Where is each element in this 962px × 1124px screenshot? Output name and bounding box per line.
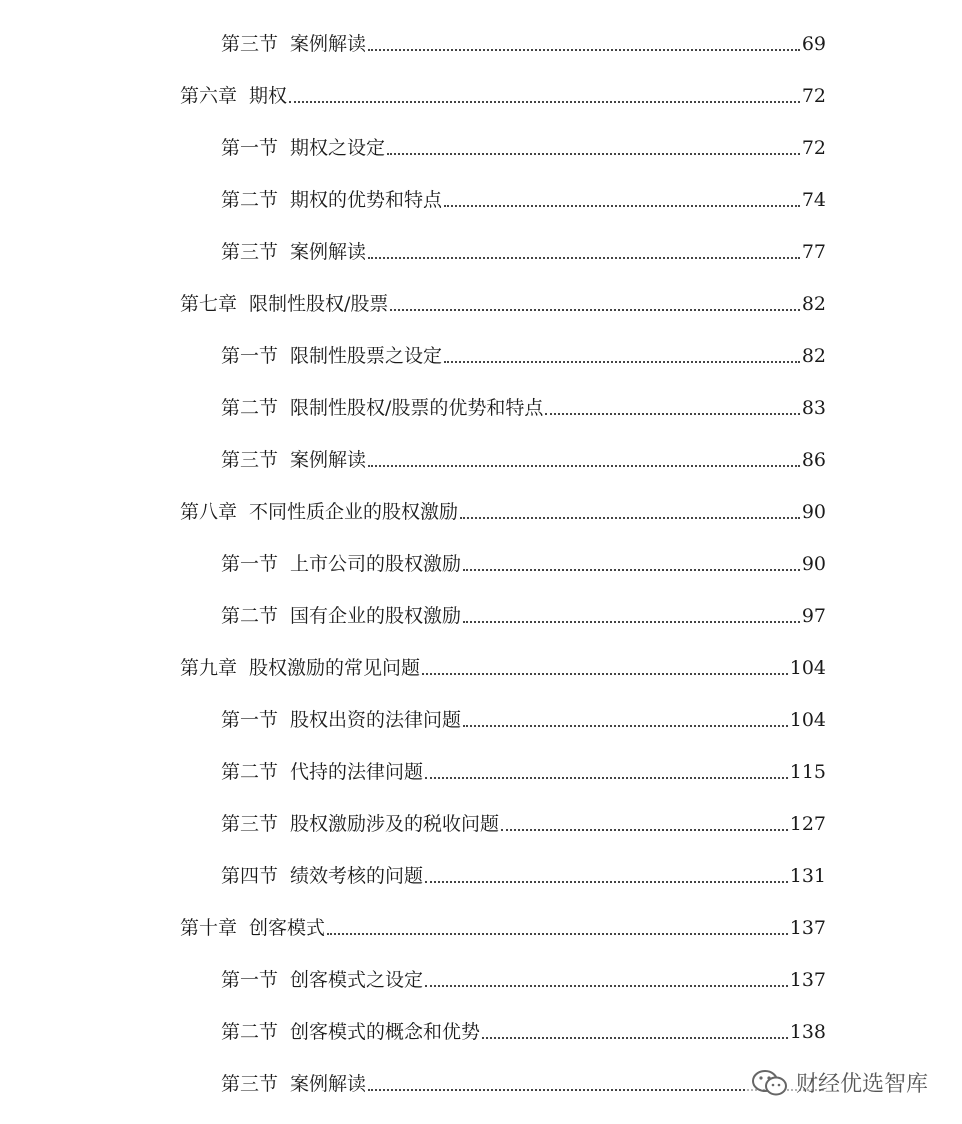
toc-dot-leader [463, 621, 800, 623]
toc-number: 第七章 [180, 293, 238, 315]
toc-number: 第一节 [221, 345, 279, 367]
toc-chapter-row [180, 915, 826, 941]
toc-title: 限制性股权/股票的优势和特点 [290, 397, 544, 419]
toc-title: 股权出资的法律问题 [290, 709, 462, 731]
toc-section-row [221, 551, 826, 577]
toc-dot-leader [444, 205, 800, 207]
toc-number: 第三节 [221, 449, 279, 471]
toc-number: 第四节 [221, 865, 279, 887]
toc-dot-leader [289, 101, 800, 103]
toc-section-row [221, 343, 826, 369]
toc-page-number: 90 [801, 553, 826, 575]
toc-title: 国有企业的股权激励 [290, 605, 462, 627]
toc-dot-leader [444, 361, 800, 363]
toc-page-number: 115 [789, 761, 826, 783]
toc-title: 绩效考核的问题 [290, 865, 424, 887]
toc-dot-leader [390, 309, 799, 311]
toc-page-number: 82 [801, 345, 826, 367]
toc-dot-leader [425, 777, 788, 779]
wechat-icon [750, 1068, 790, 1098]
toc-page-number: 131 [789, 865, 826, 887]
toc-dot-leader [463, 725, 788, 727]
toc-section-row [221, 811, 826, 837]
toc-number: 第三节 [221, 1073, 279, 1095]
toc-title: 限制性股权/股票 [249, 293, 389, 315]
toc-page-number: 74 [801, 189, 826, 211]
toc-dot-leader [425, 985, 788, 987]
toc-title: 案例解读 [290, 33, 367, 55]
toc-section-row [221, 395, 826, 421]
toc-number: 第八章 [180, 501, 238, 523]
toc-title: 期权的优势和特点 [290, 189, 443, 211]
toc-number: 第一节 [221, 969, 279, 991]
toc-title: 创客模式之设定 [290, 969, 424, 991]
toc-title: 案例解读 [290, 1073, 367, 1095]
toc-page-number: 72 [801, 85, 826, 107]
toc-page-number: 127 [789, 813, 826, 835]
toc-section-row [221, 759, 826, 785]
watermark-text: 财经优选智库 [795, 1072, 928, 1097]
toc-number: 第一节 [221, 137, 279, 159]
toc-section-row [221, 1019, 826, 1045]
toc-title: 案例解读 [290, 241, 367, 263]
toc-dot-leader [422, 673, 788, 675]
toc-dot-leader [368, 465, 800, 467]
toc-title: 限制性股票之设定 [290, 345, 443, 367]
toc-section-row [221, 135, 826, 161]
toc-dot-leader [387, 153, 800, 155]
toc-section-row [221, 447, 826, 473]
toc-section-row [221, 187, 826, 213]
toc-section-row [221, 707, 826, 733]
toc-dot-leader [545, 413, 799, 415]
toc-page-number: 137 [789, 917, 826, 939]
toc-dot-leader [327, 933, 788, 935]
toc-chapter-row [180, 655, 826, 681]
toc-dot-leader [463, 569, 800, 571]
toc-section-row [221, 31, 826, 57]
toc-number: 第十章 [180, 917, 238, 939]
toc-section-row [221, 1071, 826, 1097]
toc-number: 第二节 [221, 605, 279, 627]
toc-page-number: 104 [789, 657, 826, 679]
toc-dot-leader [368, 257, 800, 259]
toc-page-number: 90 [801, 501, 826, 523]
toc-number: 第一节 [221, 709, 279, 731]
toc-title: 股权激励的常见问题 [249, 657, 421, 679]
toc-dot-leader [482, 1037, 788, 1039]
toc-page-number: 69 [801, 33, 826, 55]
toc-page-number: 137 [789, 969, 826, 991]
toc-dot-leader [425, 881, 788, 883]
toc-title: 期权之设定 [290, 137, 386, 159]
toc-title: 期权 [249, 85, 288, 107]
toc-number: 第三节 [221, 813, 279, 835]
toc-number: 第三节 [221, 33, 279, 55]
toc-number: 第六章 [180, 85, 238, 107]
toc-chapter-row [180, 83, 826, 109]
toc-title: 股权激励涉及的税收问题 [290, 813, 500, 835]
toc-page-number: 138 [789, 1021, 826, 1043]
toc-chapter-row [180, 499, 826, 525]
toc-title: 代持的法律问题 [290, 761, 424, 783]
toc-dot-leader [368, 49, 800, 51]
toc-title: 上市公司的股权激励 [290, 553, 462, 575]
toc-page-number: 86 [801, 449, 826, 471]
toc-number: 第二节 [221, 397, 279, 419]
toc-number: 第二节 [221, 1021, 279, 1043]
toc-dot-leader [460, 517, 800, 519]
toc-title: 创客模式的概念和优势 [290, 1021, 481, 1043]
toc-section-row [221, 863, 826, 889]
toc-page-number: 72 [801, 137, 826, 159]
toc-number: 第三节 [221, 241, 279, 263]
toc-title: 创客模式 [249, 917, 326, 939]
toc-number: 第二节 [221, 761, 279, 783]
watermark [746, 1067, 932, 1098]
toc-section-row [221, 239, 826, 265]
toc-page-number: 82 [801, 293, 826, 315]
toc-title: 案例解读 [290, 449, 367, 471]
toc-dot-leader [501, 829, 788, 831]
toc-page-number: 104 [789, 709, 826, 731]
toc-section-row [221, 967, 826, 993]
toc-chapter-row [180, 291, 826, 317]
toc-number: 第一节 [221, 553, 279, 575]
toc-title: 不同性质企业的股权激励 [249, 501, 459, 523]
toc-section-row [221, 603, 826, 629]
toc-number: 第二节 [221, 189, 279, 211]
toc-page-number: 77 [801, 241, 826, 263]
toc-page-number: 97 [801, 605, 826, 627]
toc-page-number: 83 [801, 397, 826, 419]
toc-number: 第九章 [180, 657, 238, 679]
